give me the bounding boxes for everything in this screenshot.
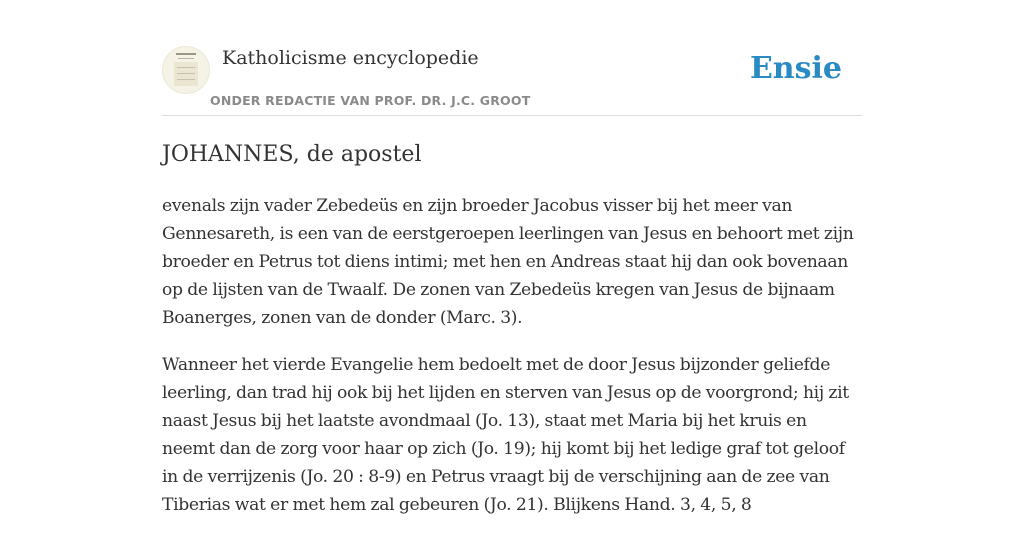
encyclopedia-title[interactable]: Katholicisme encyclopedie xyxy=(222,47,479,69)
encyclopedia-cover-logo[interactable] xyxy=(162,46,210,94)
article-body xyxy=(162,192,862,538)
article-paragraph: evenals zijn vader Zebedeüs en zijn broeder Jacobus visser bij het meer van Gennesareth, is een van de eerstgeroepen leerlingen van Jesus en behoort met zijn broeder en Petrus tot diens intimi; met hen en Andreas staat hij dan ook bovenaan op de lijsten van de Twaalf. De zonen van Zebedeüs kregen van Jesus de bijnaam Boanerges, zonen van de donder (Marc. 3). xyxy=(162,196,854,328)
ensie-brand-link[interactable]: Ensie xyxy=(749,51,842,86)
article-paragraph: Wanneer het vierde Evangelie hem bedoelt met de door Jesus bijzonder geliefde leerling, dan trad hij ook bij het lijden en sterven van Jesus op de voorgrond; hij zit naast Jesus bij het laatste avondmaal (Jo. 13), staat met Maria bij het kruis en neemt dan de zorg voor haar op zich (Jo. 19); hij komt bij het ledige graf tot geloof in de verrijzenis (Jo. 20 : 8-9) en Petrus vraagt bij de verschijning aan de zee van Tiberias wat er met hem zal gebeuren (Jo. 21). Blijkens Hand. 3, 4, 5, 8 xyxy=(162,355,849,515)
editor-subtitle: ONDER REDACTIE VAN PROF. DR. J.C. GROOT xyxy=(210,93,531,108)
article-title: JOHANNES, de apostel xyxy=(162,142,422,167)
header-divider xyxy=(162,115,862,116)
